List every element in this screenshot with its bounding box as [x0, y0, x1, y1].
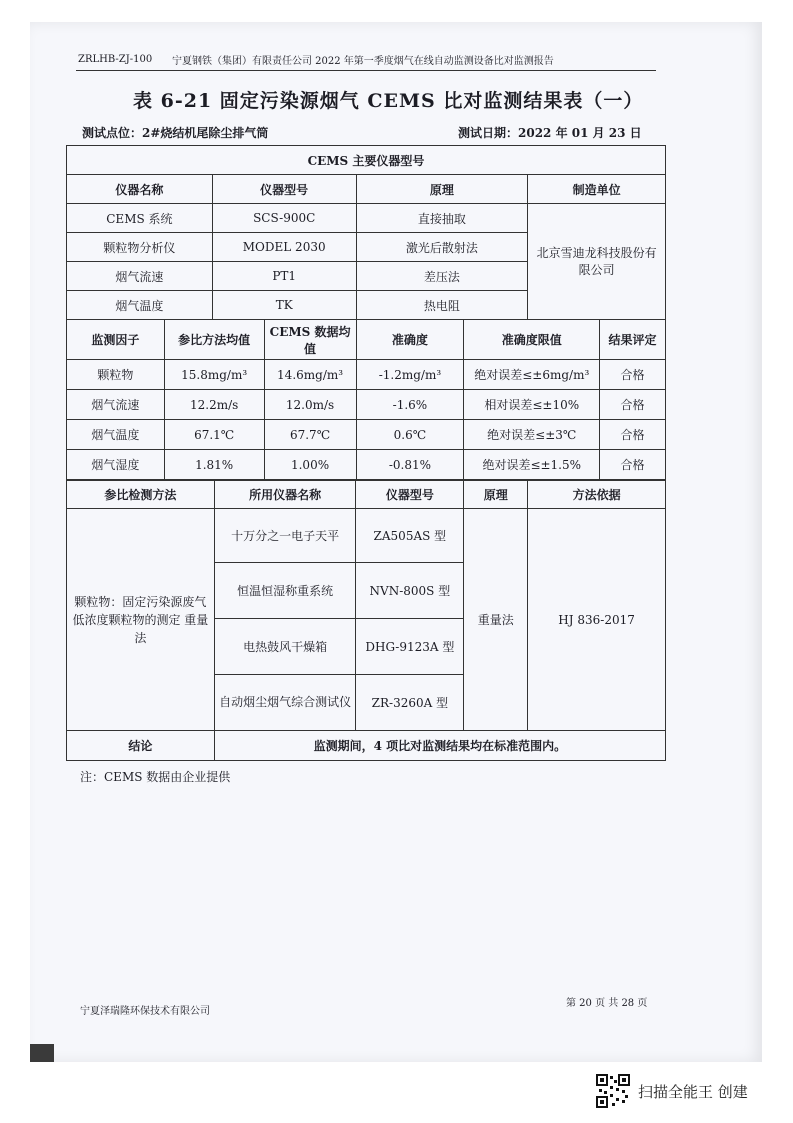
- method-instrument-model: DHG-9123A 型: [356, 619, 464, 675]
- instrument-principle: 直接抽取: [356, 204, 528, 233]
- col-header: 原理: [464, 481, 528, 509]
- instrument-model: SCS-900C: [212, 204, 356, 233]
- method-instrument-name: 十万分之一电子天平: [214, 509, 356, 563]
- table-row: [67, 450, 666, 480]
- qr-code-icon: [596, 1074, 630, 1108]
- footnote: 注：CEMS 数据由企业提供: [80, 770, 231, 784]
- instrument-name: 烟气流速: [67, 262, 213, 291]
- table-row: [67, 390, 666, 420]
- cems-mean: 14.6mg/m³: [264, 360, 356, 390]
- factor: 颗粒物: [67, 360, 165, 390]
- conclusion-label: 结论: [67, 731, 215, 761]
- instrument-model: TK: [212, 291, 356, 320]
- instrument-model: PT1: [212, 262, 356, 291]
- report-header-title: 宁夏钢铁（集团）有限责任公司 2022 年第一季度烟气在线自动监测设备比对监测报告: [172, 56, 554, 67]
- instrument-table: [66, 145, 666, 320]
- report-code: ZRLHB-ZJ-100: [78, 54, 153, 65]
- method-principle: 重量法: [464, 509, 528, 731]
- col-header: 仪器型号: [212, 175, 356, 204]
- factor: 烟气湿度: [67, 450, 165, 480]
- ref-mean: 12.2m/s: [164, 390, 264, 420]
- accuracy-limit: 绝对误差≤±6mg/m³: [464, 360, 600, 390]
- method-instrument-model: NVN-800S 型: [356, 563, 464, 619]
- col-header: CEMS 数据均值: [264, 320, 356, 360]
- scanner-badge: [596, 1074, 748, 1108]
- method-instrument-model: ZA505AS 型: [356, 509, 464, 563]
- accuracy-limit: 绝对误差≤±3℃: [464, 420, 600, 450]
- method-instrument-model: ZR-3260A 型: [356, 675, 464, 731]
- accuracy-limit: 相对误差≤±10%: [464, 390, 600, 420]
- table-row: [67, 360, 666, 390]
- result: 合格: [600, 390, 666, 420]
- col-header: 参比检测方法: [67, 481, 215, 509]
- accuracy: -1.2mg/m³: [356, 360, 464, 390]
- method-table: [66, 480, 666, 761]
- accuracy-limit: 绝对误差≤±1.5%: [464, 450, 600, 480]
- accuracy: -0.81%: [356, 450, 464, 480]
- header-rule: [76, 70, 656, 71]
- col-header: 准确度: [356, 320, 464, 360]
- col-header: 参比方法均值: [164, 320, 264, 360]
- method-instrument-name: 恒温恒湿称重系统: [214, 563, 356, 619]
- result: 合格: [600, 450, 666, 480]
- result: 合格: [600, 360, 666, 390]
- test-date: 测试日期：2022 年 01 月 23 日: [458, 126, 642, 140]
- method-instrument-name: 自动烟尘烟气综合测试仪: [214, 675, 356, 731]
- col-header: 监测因子: [67, 320, 165, 360]
- instrument-principle: 激光后散射法: [356, 233, 528, 262]
- col-header: 所用仪器名称: [214, 481, 356, 509]
- accuracy: 0.6℃: [356, 420, 464, 450]
- col-header: 结果评定: [600, 320, 666, 360]
- col-header: 原理: [356, 175, 528, 204]
- col-header: 方法依据: [528, 481, 666, 509]
- cems-mean: 1.00%: [264, 450, 356, 480]
- cems-mean: 67.7℃: [264, 420, 356, 450]
- method-instrument-name: 电热鼓风干燥箱: [214, 619, 356, 675]
- table-title: 表 6-21 固定污染源烟气 CEMS 比对监测结果表（一）: [133, 90, 644, 112]
- ref-mean: 15.8mg/m³: [164, 360, 264, 390]
- footer-company: 宁夏泽瑞隆环保技术有限公司: [80, 1006, 210, 1017]
- instrument-caption: CEMS 主要仪器型号: [67, 146, 666, 175]
- instrument-name: 烟气温度: [67, 291, 213, 320]
- instrument-name: CEMS 系统: [67, 204, 213, 233]
- scanner-text: 扫描全能王 创建: [638, 1082, 748, 1101]
- manufacturer: 北京雪迪龙科技股份有限公司: [528, 204, 666, 320]
- instrument-principle: 差压法: [356, 262, 528, 291]
- conclusion-text: 监测期间，4 项比对监测结果均在标准范围内。: [214, 731, 665, 761]
- ref-mean: 1.81%: [164, 450, 264, 480]
- results-table: [66, 319, 666, 480]
- col-header: 仪器型号: [356, 481, 464, 509]
- table-row: [67, 420, 666, 450]
- test-location: 测试点位：2#烧结机尾除尘排气筒: [82, 126, 269, 140]
- factor: 烟气流速: [67, 390, 165, 420]
- accuracy: -1.6%: [356, 390, 464, 420]
- page-number: 第 20 页 共 28 页: [566, 998, 648, 1009]
- instrument-model: MODEL 2030: [212, 233, 356, 262]
- col-header: 制造单位: [528, 175, 666, 204]
- instrument-principle: 热电阻: [356, 291, 528, 320]
- ref-mean: 67.1℃: [164, 420, 264, 450]
- cems-mean: 12.0m/s: [264, 390, 356, 420]
- result: 合格: [600, 420, 666, 450]
- col-header: 仪器名称: [67, 175, 213, 204]
- page-shadow: [30, 1044, 54, 1062]
- factor: 烟气温度: [67, 420, 165, 450]
- method-basis: HJ 836-2017: [528, 509, 666, 731]
- instrument-name: 颗粒物分析仪: [67, 233, 213, 262]
- method-description: 颗粒物：固定污染源废气 低浓度颗粒物的测定 重量法: [67, 509, 215, 731]
- col-header: 准确度限值: [464, 320, 600, 360]
